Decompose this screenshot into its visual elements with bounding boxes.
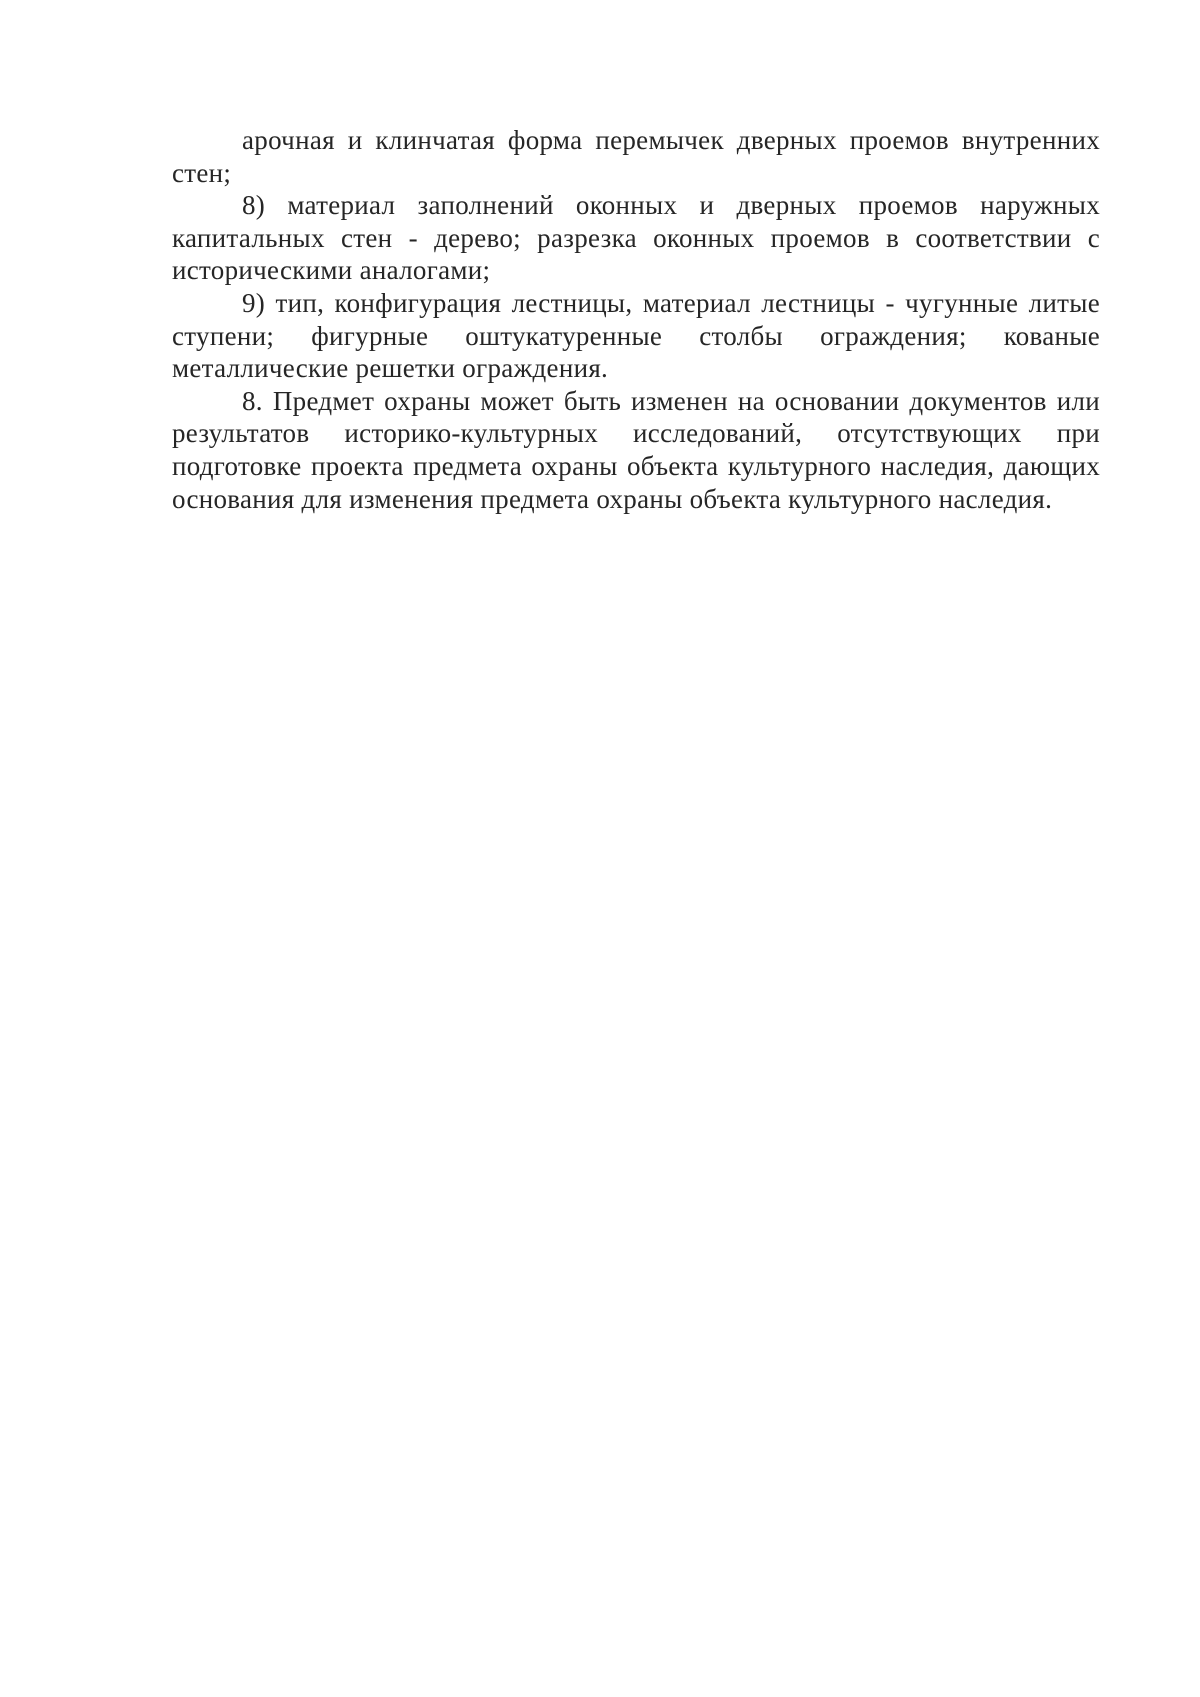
paragraph-item-8-window-door-fillings: 8) материал заполнений оконных и дверных проемов наружных капитальных стен - дерево; разрезка оконных проемов в соответствии с историческими аналогами; xyxy=(172,190,1100,286)
paragraph-item-9-staircase: 9) тип, конфигурация лестницы, материал лестницы - чугунные литые ступени; фигурные оштукатуренные столбы ограждения; кованые металлические решетки ограждения. xyxy=(172,287,1100,384)
paragraph-section-8-protection-subject: 8. Предмет охраны может быть изменен на основании документов или результатов историко-культурных исследований, отсутствующих при подготовке проекта предмета охраны объекта культурного наследия, дающих основания для изменения предмета охраны объекта культурного наследия. xyxy=(172,385,1100,514)
paragraph-door-lintels: арочная и клинчатая форма перемычек дверных проемов внутренних стен; xyxy=(172,125,1100,188)
document-body xyxy=(172,124,1100,515)
